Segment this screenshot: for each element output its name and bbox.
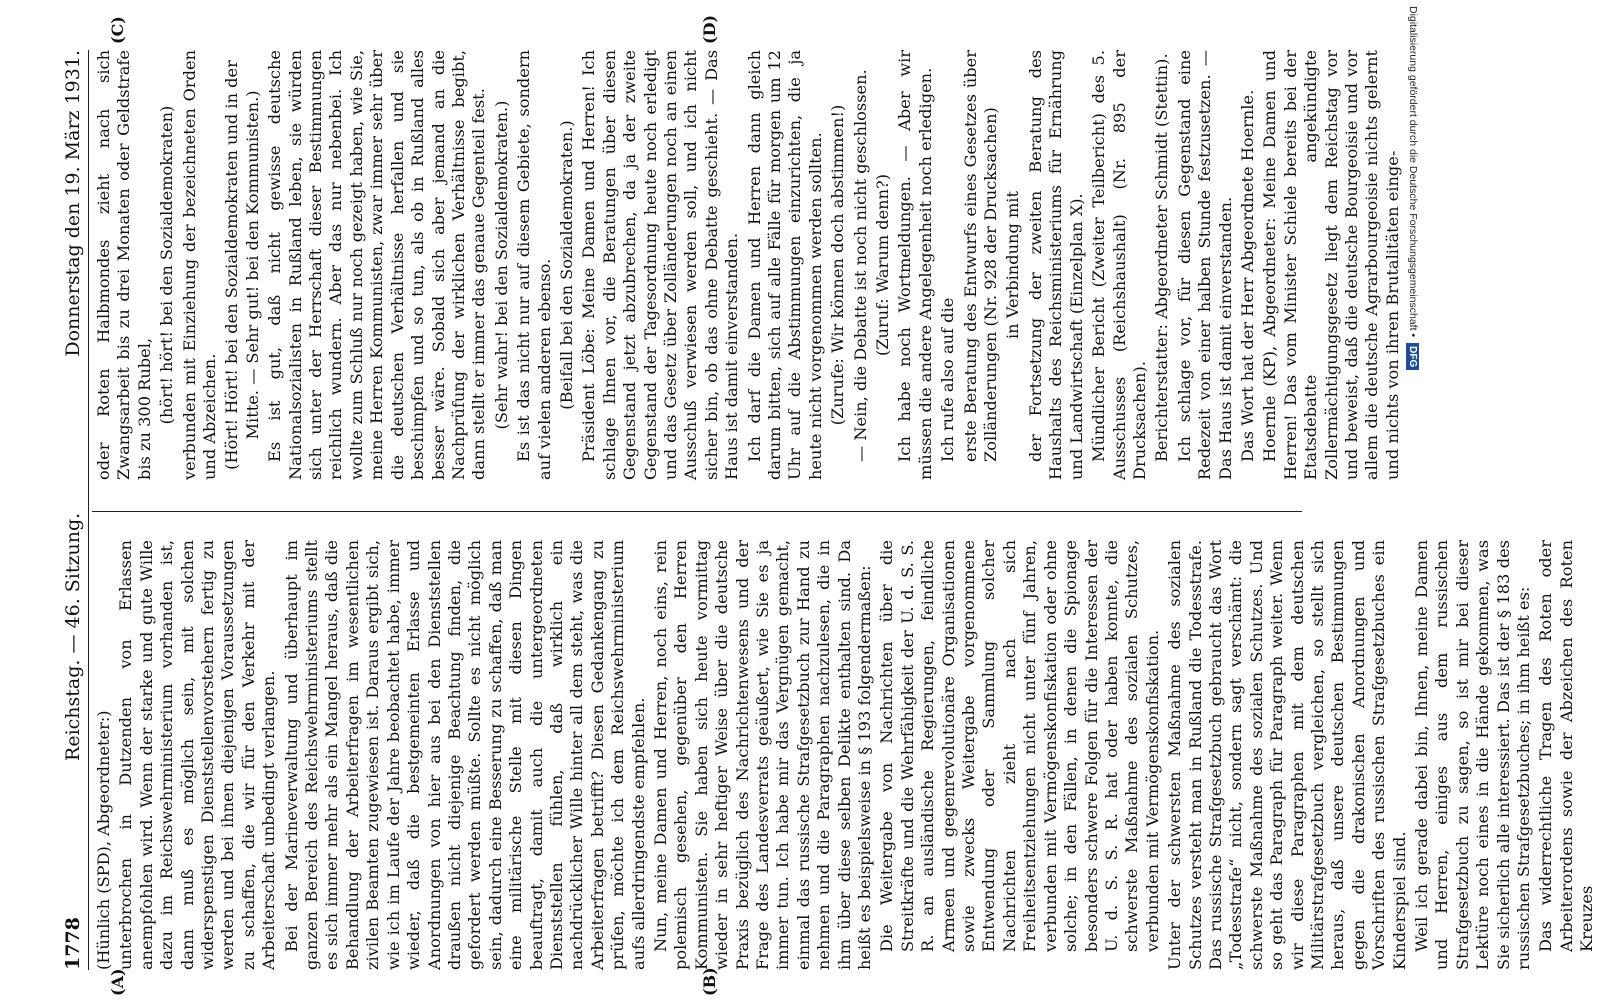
dfg-logo: DFG [1407, 343, 1420, 370]
paragraph: (Hört! Hört! bei den Sozialdemokraten und in der Mitte. — Sehr gut! bei den Kommunisten.) [222, 60, 262, 470]
paragraph: verbunden mit Einziehung der bezeichneten Orden und Abzeichen. [179, 50, 220, 480]
margin-marker-a: (A) [108, 968, 127, 996]
paragraph: — Nein, die Debatte ist noch nicht geschlossen. [850, 69, 870, 462]
paragraph: (Beifall bei den Sozialdemokraten.) [556, 120, 576, 410]
paragraph: Ich habe noch Wortmeldungen. — Aber wir müssen die andere Angelegenheit noch erledigen. [895, 50, 935, 480]
paragraph: (hört! hört! bei den Sozialdemokraten) [157, 105, 177, 425]
column-divider [92, 511, 1302, 512]
paragraph: (Hünlich (SPD), Abgeordneter:) [94, 710, 113, 970]
header-date: Donnerstag den 19. März 1931. [62, 50, 84, 357]
digitization-text: Digitalisierung gefördert durch die Deutsche Forschungsgemeinschaft • [1407, 6, 1419, 338]
margin-marker-d: (D) [700, 14, 719, 44]
margin-marker-c: (C) [108, 16, 127, 44]
paragraph: (Zuruf: Warum denn?) [873, 173, 893, 357]
header-session: Reichstag. — 46. Sitzung. [62, 512, 84, 761]
paragraph: Das widerrechtliche Tragen des Roten oder Arbeiterordens sowie der Abzeichen des Roten Kreuzes [1536, 540, 1597, 952]
left-column [94, 540, 1600, 970]
paragraph: der Fortsetzung der zweiten Beratung des Haushalts des Reichsministeriums für Ernährung und Landwirtschaft (Einzelplan X). [1025, 50, 1086, 480]
paragraph: Ich schlage vor, für diesen Gegenstand eine Redezeit von einer halben Stunde festzusetzen. — Das Haus ist damit einverstanden. [1174, 50, 1235, 480]
paragraph: (Zurufe: Wir können doch abstimmen!) [828, 104, 848, 426]
paragraph: Berichterstatter: Abgeordneter Schmidt (Stettin). [1152, 53, 1172, 462]
paragraph: Ich rufe also auf die [938, 297, 958, 462]
page-header [58, 50, 84, 970]
margin-marker-b: (B) [700, 967, 719, 996]
paragraph: Nun, meine Damen und Herren, noch eins, rein polemisch gesehen, gegenüber den Herren Kommunisten. Sie haben sich heute vormittag wieder in sehr heftiger Weise über die deutsche Praxis bezüglich des Nachrichtenwesens und der Frage des Landesverrats geäußert, wie Sie es ja immer tun. Ich habe mir das Vergnügen gemacht, einmal das russische Strafgesetzbuch zur Hand zu nehmen und die Paragraphen nachzulesen, die in ihm über diese selben Delikte enthalten sind. Da heißt es beispielsweise in § 193 folgendermaßen: [650, 540, 875, 970]
paragraph: Ich darf die Damen und Herren dann gleich darum bitten, sich auf alle Fälle für morgen um 12 Uhr auf die Abstimmungen einzurichten, die ja heute nicht vorgenommen werden sollten. [744, 50, 825, 480]
paragraph: Die Weitergabe von Nachrichten über die Streitkräfte und die Wehrfähigkeit der U. d. S. S. R. an ausländische Regierungen, feindliche Armeen und gegenrevolutionäre Organisationen sowie zwecks Weitergabe vorgenommene Entwendung oder Sammlung solcher Nachrichten zieht nach sich Freiheitsentziehungen nicht unter fünf Jahren, verbunden mit Vermögenskonfiskation oder ohne solche; in den Fällen, in denen die Spionage besonders schwere Folgen für die Interessen der U. d. S. S. R. hat oder haben konnte, die schwerste Maßnahme des sozialen Schutzes, verbunden mit Vermögenskonfiskation. [877, 540, 1162, 952]
paragraph: unterbrochen in Dutzenden von Erlassen anempfohlen wird. Wenn der starke und gute Wille dazu im Reichswehrministerium vorhanden ist, dann muß es möglich sein, mit solchen widerspenstigen Dienststellenvorstehern fertig zu werden und bei ihnen diejenigen Voraussetzungen zu schaffen, die wir für den Verkehr mit der Arbeiterschaft unbedingt verlangen. [116, 540, 279, 970]
paragraph: Es ist das nicht nur auf diesem Gebiete, sondern auf vielen anderen ebenso. [514, 50, 554, 480]
paragraph: Weil ich gerade dabei bin, Ihnen, meine Damen und Herren, einiges aus dem russischen Strafgesetzbuch zu sagen, so ist mir bei dieser Lektüre noch eines in die Hände gekommen, was Sie sicherlich alle interessiert. Das ist der § 183 des russischen Strafgesetzbuches; in ihm heißt es: [1412, 540, 1534, 970]
paragraph: Mündlicher Bericht (Zweiter Teilbericht) des 5. Ausschusses (Reichshaushalt) (Nr. 895 der Drucksachen). [1089, 50, 1149, 480]
paragraph: in Verbindung mit [1003, 191, 1023, 339]
paragraph: Bei der Marineverwaltung und überhaupt im ganzen Bereich des Reichswehrministeriums stellt es sich immer mehr als ein Mangel heraus, daß die Behandlung der Arbeiterfragen im wesentlichen zivilen Beamten zugewiesen ist. Daraus ergibt sich, wie ich im Laufe der Jahre beobachtet habe, immer wieder, daß die bestgemeinten Erlasse und Anordnungen von hier aus bei den Dienststellen draußen nicht diejenige Beachtung finden, die gefordert werden müßte. Sollte es nicht möglich sein, dadurch eine Besserung zu schaffen, daß man eine militärische Stelle mit diesen Dingen beauftragt, damit auch die untergeordneten Dienststellen fühlen, daß wirklich ein nachdrücklicher Wille hinter all dem steht, was die Arbeiterfragen betrifft? Diesen Gedankengang zu prüfen, möchte ich dem Reichswehrministerium aufs allerdringendste empfehlen. [281, 540, 648, 970]
paragraph: Unter der schwersten Maßnahme des sozialen Schutzes versteht man in Rußland die Todesstrafe. Das russische Strafgesetzbuch gebraucht das Wort „Todesstrafe“ nicht, sondern sagt verschämt: die schwerste Maßnahme des sozialen Schutzes. Und so geht das Paragraph für Paragraph weiter. Wenn wir diese Paragraphen mit dem deutschen Militärstrafgesetzbuch vergleichen, so stellt sich heraus, daß unsere deutschen Bestimmungen gegen die drakonischen Anordnungen und Vorschriften des russischen Strafgesetzbuches ein Kinderspiel sind. [1165, 540, 1409, 970]
header-divider [88, 50, 89, 970]
paragraph: Hoernle (KP), Abgeordneter: Meine Damen und Herren! Das vom Minister Schiele bereits bei der Etatsdebatte angekündigte Zollermächtigungsgesetz liegt dem Reichstag vor und beweist, daß die deutsche Bourgeoisie und vor allem die deutsche Agrarbourgeoisie nichts gelernt und nichts von ihren Brutalitäten einge- [1260, 50, 1402, 480]
right-column [94, 50, 1405, 480]
paragraph: Es ist gut, daß nicht gewisse deutsche Nationalsozialisten in Rußland leben, sie würden sich unter der Herrschaft dieser Bestimmungen reichlich wundern. Aber das nur nebenbei. Ich wollte zum Schluß nur noch gezeigt haben, wie Sie, meine Herren Kommunisten, zwar immer sehr über die deutschen Verhältnisse herfallen und sie beschimpfen und so tun, als ob in Rußland alles besser wäre. Sobald sich aber jemand an die Nachprüfung der wirklichen Verhältnisse begibt, dann stellt er immer das genaue Gegenteil fest. [265, 50, 489, 480]
paragraph: Präsident Löbe: Meine Damen und Herren! Ich schlage Ihnen vor, die Beratungen über diesen Gegenstand jetzt abzubrechen, da ja der zweite Gegenstand der Tagesordnung heute noch erledigt und das Gesetz über Zolländerungen noch an einen Ausschuß verwiesen werden soll, und ich nicht sicher bin, ob das ohne Debatte geschieht. — Das Haus ist damit einverstanden. [579, 50, 742, 480]
digitization-note [1406, 6, 1420, 1006]
page-number: 1778 [62, 917, 84, 970]
paragraph: oder Roten Halbmondes zieht nach sich Zwangsarbeit bis zu drei Monaten oder Geldstrafe bis zu 300 Rubel, [94, 50, 154, 480]
paragraph: erste Beratung des Entwurfs eines Gesetzes über Zolländerungen (Nr. 928 der Drucksachen) [960, 50, 1001, 462]
paragraph: Das Wort hat der Herr Abgeordnete Hoernle. [1237, 89, 1257, 462]
paragraph: (Sehr wahr! bei den Sozialdemokraten.) [491, 100, 511, 430]
